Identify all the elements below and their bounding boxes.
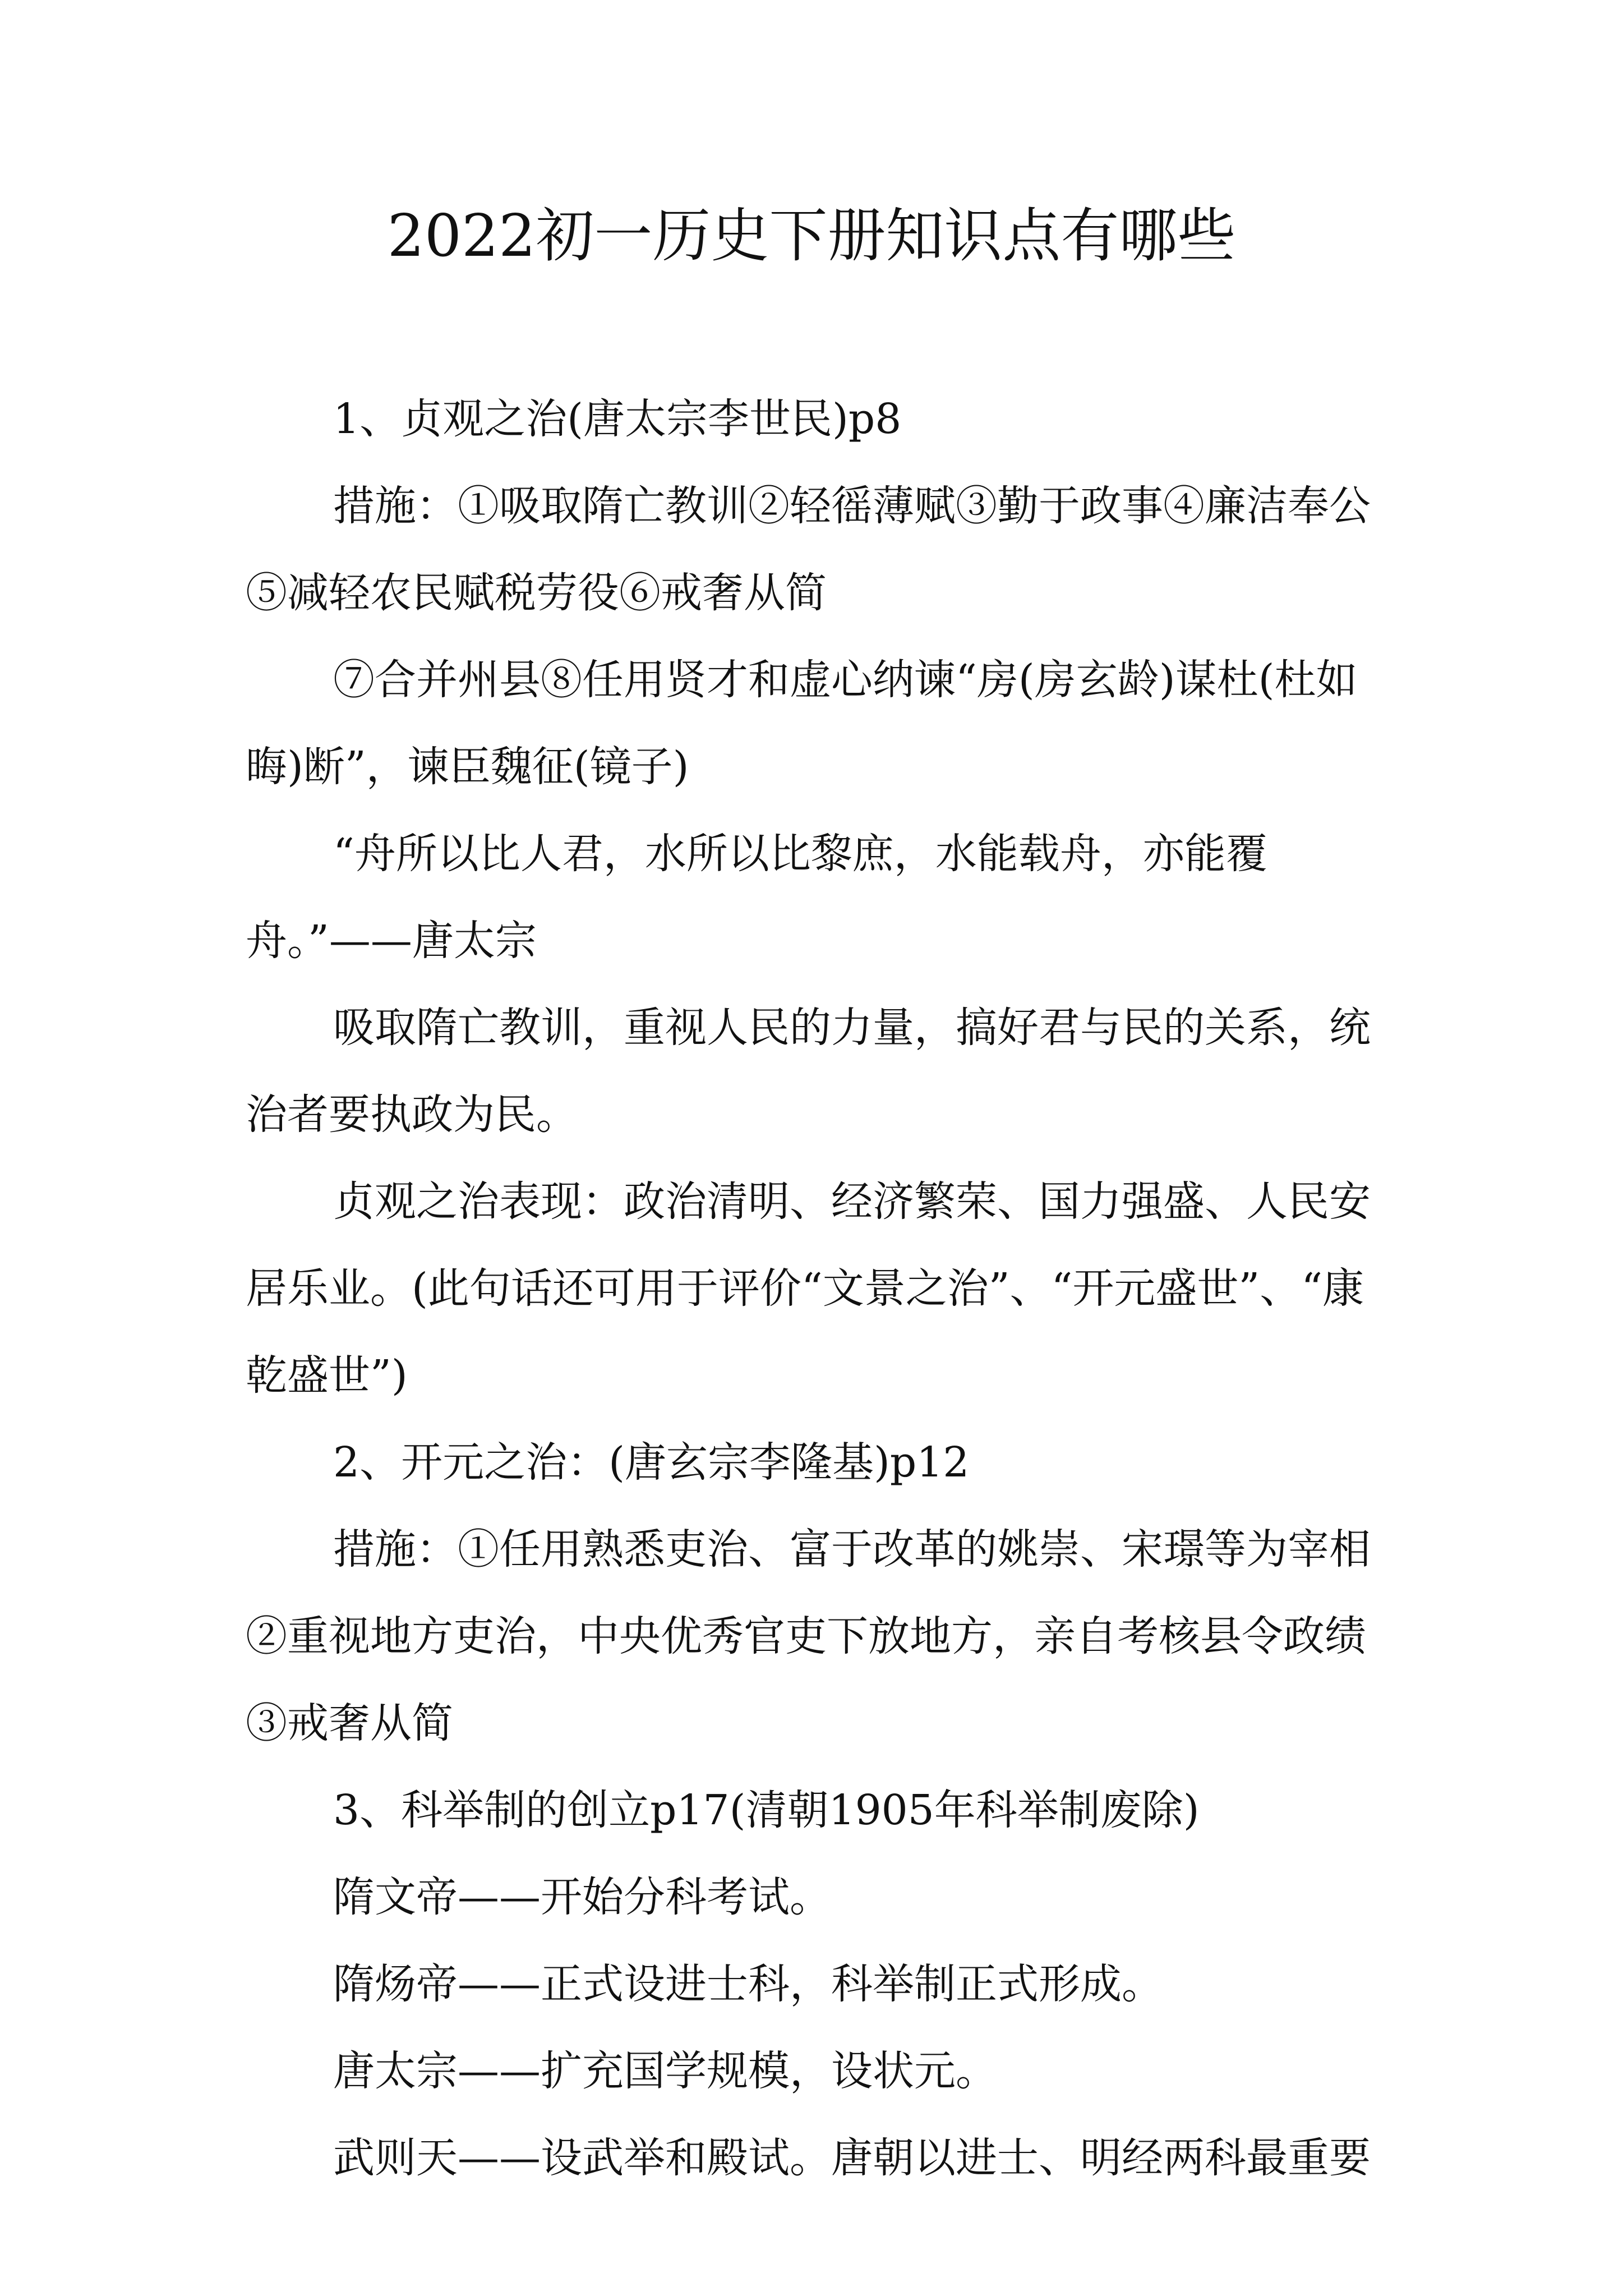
paragraph: 隋文帝——开始分科考试。 <box>333 1873 831 1921</box>
document-title: 2022初一历史下册知识点有哪些 <box>387 201 1236 270</box>
paragraph: 吸取隋亡教训，重视人民的力量，搞好君与民的关系，统治者要执政为民。 <box>246 1004 1371 1139</box>
paragraph: 隋炀帝——正式设进士科，科举制正式形成。 <box>333 1960 1163 2008</box>
paragraph: “舟所以比人君，水所以比黎庶，水能载舟，亦能覆舟。”——唐太宗 <box>246 830 1267 965</box>
paragraph: 2、开元之治：(唐玄宗李隆基)p12 <box>333 1438 970 1487</box>
paragraph: 唐太宗——扩充国学规模，设状元。 <box>333 2047 997 2095</box>
paragraph: 贞观之治表现：政治清明、经济繁荣、国力强盛、人民安居乐业。(此句话还可用于评价“文景之治”、“开元盛世”、“康乾盛世”) <box>246 1177 1371 1400</box>
paragraph: 武则天——设武举和殿试。唐朝以进士、明经两科最重要 <box>333 2134 1371 2182</box>
paragraph: 3、科举制的创立p17(清朝1905年科举制废除) <box>333 1786 1200 1834</box>
paragraph: ⑦合并州县⑧任用贤才和虚心纳谏“房(房玄龄)谋杜(杜如晦)断”，谏臣魏征(镜子) <box>246 656 1358 791</box>
paragraph: 措施：①任用熟悉吏治、富于改革的姚崇、宋璟等为宰相②重视地方吏治，中央优秀官吏下放地方，亲自考核县令政绩③戒奢从简 <box>246 1525 1371 1747</box>
paragraph: 1、贞观之治(唐太宗李世民)p8 <box>333 395 902 443</box>
document-body <box>246 376 1401 2202</box>
paragraph: 措施：①吸取隋亡教训②轻徭薄赋③勤于政事④廉洁奉公⑤减轻农民赋税劳役⑥戒奢从简 <box>246 482 1371 617</box>
